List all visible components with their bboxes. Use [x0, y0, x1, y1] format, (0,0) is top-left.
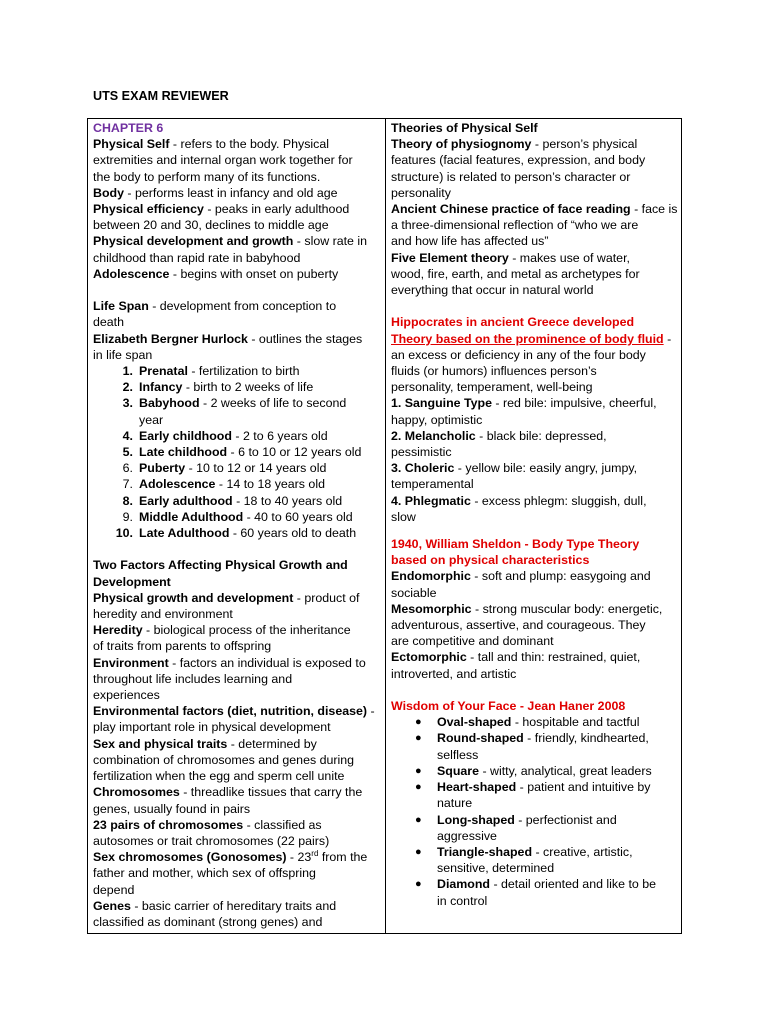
physical-self-def-line: extremities and internal organ work together for — [93, 153, 353, 168]
wisdom-heading: Wisdom of Your Face - Jean Haner 2008 — [391, 699, 626, 714]
bullet-icon: ● — [415, 878, 422, 891]
pairs-def: 23 pairs of chromosomes - classified as — [93, 817, 322, 832]
adolescence-def: Adolescence - begins with onset on puberty — [93, 266, 339, 281]
development-def-line: childhood than rapid rate in babyhood — [93, 250, 301, 265]
bullet-icon: ● — [415, 781, 422, 794]
hurlock-def: Elizabeth Bergner Hurlock - outlines the stages — [93, 331, 363, 346]
list-item-continuation: sensitive, determined — [437, 861, 555, 876]
env-factors-def-line: play important role in physical development — [93, 720, 331, 735]
list-item: 4. Early childhood - 2 to 6 years old — [122, 428, 328, 443]
hurlock-def-line: in life span — [93, 347, 153, 362]
list-item: 7. Adolescence - 14 to 18 years old — [122, 477, 325, 492]
chinese-def-line: and how life has affected us” — [391, 234, 549, 249]
hippocrates-def-line: personality, temperament, well-being — [391, 380, 593, 395]
list-item: 1. Prenatal - fertilization to birth — [122, 364, 300, 379]
sex-traits-def: Sex and physical traits - determined by — [93, 736, 317, 751]
column-divider — [385, 119, 386, 933]
body-type-item: Ectomorphic - tall and thin: restrained, quiet, — [391, 650, 641, 665]
physiognomy-def-line: personality — [391, 185, 451, 200]
five-element-def-line: wood, fire, earth, and metal as archetypes for — [391, 266, 640, 281]
left-column — [93, 120, 379, 934]
hippocrates-def-line: an excess or deficiency in any of the four body — [391, 347, 646, 362]
environment-def-line: throughout life includes learning and — [93, 671, 293, 686]
gonosomes-def-line: depend — [93, 882, 135, 897]
physiognomy-def: Theory of physiognomy - person’s physical — [391, 137, 638, 152]
body-type-item-line: adventurous, assertive, and courageous. They — [391, 618, 646, 633]
body-type-item-line: introverted, and artistic — [391, 666, 517, 681]
list-item-continuation: aggressive — [437, 828, 497, 843]
list-item: ● Oval-shaped - hospitable and tactful — [415, 715, 640, 730]
list-item: ● Long-shaped - perfectionist and — [415, 812, 617, 827]
list-item: ● Heart-shaped - patient and intuitive by — [415, 780, 651, 795]
sheldon-heading: 1940, William Sheldon - Body Type Theory — [391, 537, 640, 552]
growth-def: Physical growth and development - product of — [93, 590, 360, 605]
humor-item: 1. Sanguine Type - red bile: impulsive, cheerful, — [391, 396, 657, 411]
physical-self-def: Physical Self - refers to the body. Physical — [93, 137, 329, 152]
humor-item-line: happy, optimistic — [391, 412, 483, 427]
five-element-def-line: everything that occur in natural world — [391, 283, 594, 298]
list-item: ● Round-shaped - friendly, kindhearted, — [415, 731, 649, 746]
efficiency-def-line: between 20 and 30, declines to middle age — [93, 218, 329, 233]
genes-def: Genes - basic carrier of hereditary traits and — [93, 898, 337, 913]
list-item: 2. Infancy - birth to 2 weeks of life — [122, 380, 314, 395]
two-factors-heading-line: Development — [93, 574, 171, 589]
bullet-icon: ● — [415, 716, 422, 729]
list-item: 10. Late Adulthood - 60 years old to death — [115, 526, 357, 541]
physiognomy-def-line: features (facial features, expression, and body — [391, 153, 646, 168]
bullet-icon: ● — [415, 813, 422, 826]
gonosomes-def-line: father and mother, which sex of offspring — [93, 866, 316, 881]
sex-traits-def-line: fertilization when the egg and sperm cell unite — [93, 769, 345, 784]
list-item: 6. Puberty - 10 to 12 or 14 years old — [122, 461, 327, 476]
heredity-def: Heredity - biological process of the inheritance — [93, 623, 351, 638]
gonosomes-def: Sex chromosomes (Gonosomes) - 23rd from the — [93, 848, 368, 865]
list-item-continuation: year — [139, 412, 164, 427]
list-item-continuation: nature — [437, 796, 473, 811]
list-item: 8. Early adulthood - 18 to 40 years old — [122, 493, 343, 508]
chromosomes-def-line: genes, usually found in pairs — [93, 801, 251, 816]
pairs-def-line: autosomes or trait chromosomes (22 pairs) — [93, 833, 330, 848]
list-item-continuation: in control — [437, 893, 488, 908]
environment-def-line: experiences — [93, 688, 160, 703]
life-span-def: Life Span - development from conception to — [93, 299, 337, 314]
body-type-item: Endomorphic - soft and plump: easygoing and — [391, 569, 651, 584]
chinese-def: Ancient Chinese practice of face reading - face is — [391, 202, 677, 217]
list-item-continuation: selfless — [437, 747, 479, 762]
hippocrates-heading: Hippocrates in ancient Greece developed — [391, 315, 635, 330]
life-stages-list — [93, 363, 379, 541]
reviewer-table — [87, 118, 682, 934]
humor-item: 2. Melancholic - black bile: depressed, — [391, 428, 607, 443]
physiognomy-def-line: structure) is related to person’s character or — [391, 169, 631, 184]
life-span-def-line: death — [93, 315, 125, 330]
bullet-icon: ● — [415, 764, 422, 777]
right-column — [391, 120, 677, 934]
efficiency-def: Physical efficiency - peaks in early adulthood — [93, 202, 350, 217]
humor-item-line: temperamental — [391, 477, 474, 492]
face-shapes-list — [391, 714, 677, 908]
env-factors-def: Environmental factors (diet, nutrition, disease) - — [93, 704, 375, 719]
hippocrates-theory: Theory based on the prominence of body fluid - — [391, 331, 672, 346]
hippocrates-def-line: fluids (or humors) influences person’s — [391, 364, 597, 379]
body-def: Body - performs least in infancy and old age — [93, 185, 338, 200]
humor-item-line: pessimistic — [391, 445, 452, 460]
theories-heading: Theories of Physical Self — [391, 121, 538, 135]
bullet-icon: ● — [415, 732, 422, 745]
environment-def: Environment - factors an individual is exposed to — [93, 655, 366, 670]
sex-traits-def-line: combination of chromosomes and genes during — [93, 752, 355, 767]
genes-def-line: classified as dominant (strong genes) and — [93, 914, 323, 929]
sheldon-heading-line: based on physical characteristics — [391, 553, 590, 568]
physical-self-def-line: the body to perform many of its functions. — [93, 169, 321, 184]
body-type-item-line: sociable — [391, 585, 437, 600]
list-item: ● Triangle-shaped - creative, artistic, — [415, 844, 633, 859]
list-item: 9. Middle Adulthood - 40 to 60 years old — [122, 509, 353, 524]
heredity-def-line: of traits from parents to offspring — [93, 639, 272, 654]
development-def: Physical development and growth - slow rate in — [93, 234, 368, 249]
chromosomes-def: Chromosomes - threadlike tissues that carry the — [93, 785, 363, 800]
list-item: 5. Late childhood - 6 to 10 or 12 years old — [122, 445, 362, 460]
bullet-icon: ● — [415, 845, 422, 858]
chinese-def-line: a three-dimensional reflection of “who we are — [391, 218, 639, 233]
list-item: ● Diamond - detail oriented and like to be — [415, 877, 657, 892]
document-title: UTS EXAM REVIEWER — [93, 89, 229, 103]
humor-item: 4. Phlegmatic - excess phlegm: sluggish, dull, — [391, 493, 647, 508]
five-element-def: Five Element theory - makes use of water, — [391, 250, 630, 265]
humor-item-line: slow — [391, 509, 416, 524]
humor-item: 3. Choleric - yellow bile: easily angry, jumpy, — [391, 461, 638, 476]
two-factors-heading: Two Factors Affecting Physical Growth and — [93, 558, 348, 573]
growth-def-line: heredity and environment — [93, 607, 233, 622]
chapter-label: CHAPTER 6 — [93, 121, 164, 135]
body-type-item-line: are competitive and dominant — [391, 634, 554, 649]
list-item: ● Square - witty, analytical, great leaders — [415, 763, 652, 778]
body-type-item: Mesomorphic - strong muscular body: energetic, — [391, 601, 663, 616]
list-item: 3. Babyhood - 2 weeks of life to second — [122, 396, 347, 411]
